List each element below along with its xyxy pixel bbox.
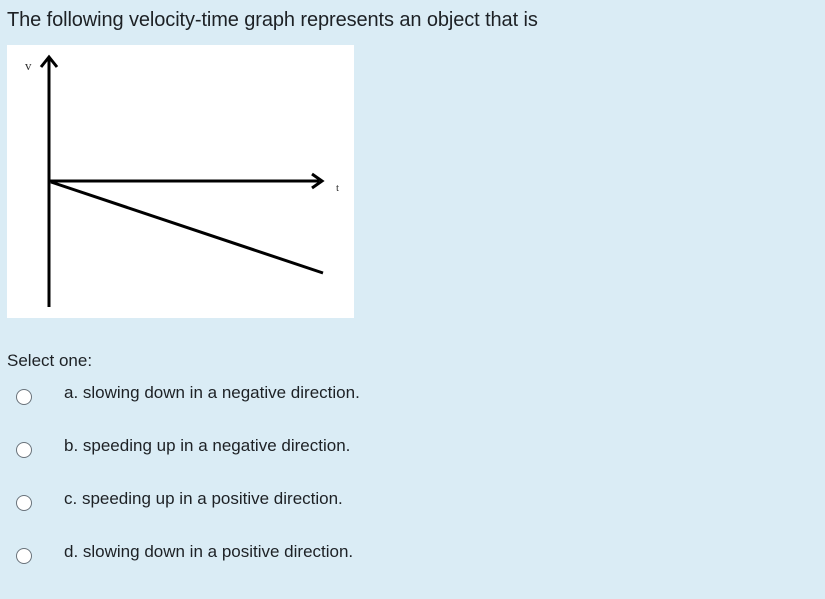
velocity-time-graph [7, 45, 354, 318]
graph-svg [7, 45, 354, 318]
answer-label-c[interactable]: c. speeding up in a positive direction. [64, 489, 343, 508]
answer-label-b[interactable]: b. speeding up in a negative direction. [64, 436, 351, 455]
answer-option-c[interactable] [0, 486, 500, 539]
select-prompt: Select one: [7, 351, 93, 370]
answer-label-a[interactable]: a. slowing down in a negative direction. [64, 383, 360, 402]
velocity-line [51, 182, 323, 273]
answer-label-d[interactable]: d. slowing down in a positive direction. [64, 542, 354, 561]
answer-list [0, 380, 500, 592]
question-text: The following velocity-time graph represents an object that is [7, 9, 538, 31]
answer-option-b[interactable] [0, 433, 500, 486]
x-axis-label: t [336, 182, 340, 194]
radio-button-c[interactable] [16, 495, 32, 511]
answer-option-a[interactable] [0, 380, 500, 433]
y-axis-label: v [25, 58, 32, 73]
radio-button-d[interactable] [16, 548, 32, 564]
answer-option-d[interactable] [0, 539, 500, 592]
radio-button-a[interactable] [16, 389, 32, 405]
radio-button-b[interactable] [16, 442, 32, 458]
